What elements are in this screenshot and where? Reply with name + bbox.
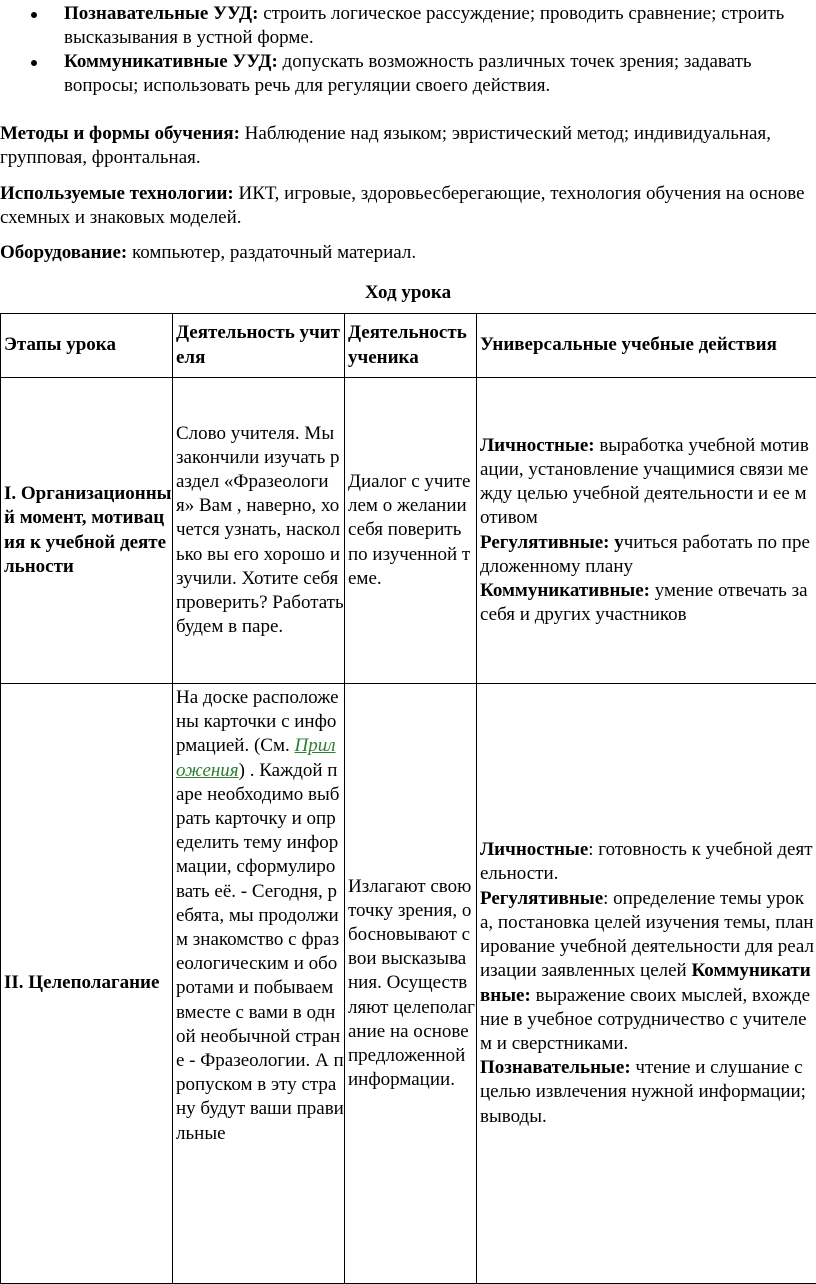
equipment-paragraph: Оборудование: компьютер, раздаточный материал. bbox=[0, 241, 810, 265]
table-row bbox=[1, 378, 816, 684]
header-uud: Универсальные учебные действия bbox=[477, 314, 816, 378]
technologies-paragraph: Используемые технологии: ИКТ, игровые, здоровьесберегающие, технология обучения на основе схемных и знаковых моделей. bbox=[0, 182, 810, 230]
bullet-communicative-uud: Коммуникативные УУД: допускать возможность различных точек зрения; задавать вопросы; использовать речь для регуляции своего действия. bbox=[24, 50, 804, 98]
student-activity-cell: Диалог с учителем о желании себя поверить по изученной теме. bbox=[345, 378, 477, 684]
student-activity-cell: Излагают свою точку зрения, обосновывают свои высказывания. Осуществляют целеполагание на основе предложенной информации. bbox=[345, 684, 477, 1284]
uud-cell: Личностные: готовность к учебной деятельности. Регулятивные: определение темы урока, постановка целей изучения темы, планирование учебной деятельности для реализации заявленных целей Коммуникативные: выражение своих мыслей, вхождение в учебное сотрудничество с учителем и сверстниками. Познавательные: чтение и слушание с целью извлечения нужной информации; выводы. bbox=[477, 684, 816, 1284]
table-header-row bbox=[1, 314, 816, 378]
header-student-activity: Деятельность ученика bbox=[345, 314, 477, 378]
appendix-link[interactable]: Приложения bbox=[176, 735, 336, 780]
stage-cell: II. Целеполагание bbox=[1, 684, 173, 1284]
uud-bullet-list bbox=[24, 2, 804, 98]
teacher-activity-cell: Слово учителя. Мы закончили изучать раздел «Фразеология» Вам , наверно, хочется узнать, насколько вы его хорошо изучили. Хотите себя проверить? Работать будем в паре. bbox=[173, 378, 345, 684]
lesson-table bbox=[0, 313, 816, 1284]
uud-cell: Личностные: выработка учебной мотивации, установление учащимися связи между целью учебной деятельности и ее мотивом Регулятивные: учиться работать по предложенному плану Коммуникативные: умение отвечать за себя и других участников bbox=[477, 378, 816, 684]
methods-paragraph: Методы и формы обучения: Наблюдение над языком; эвристический метод; индивидуальная, групповая, фронтальная. bbox=[0, 122, 810, 170]
header-stages: Этапы урока bbox=[1, 314, 173, 378]
bullet-cognitive-uud: Познавательные УУД: строить логическое рассуждение; проводить сравнение; строить высказывания в устной форме. bbox=[24, 2, 804, 50]
header-teacher-activity: Деятельность учителя bbox=[173, 314, 345, 378]
stage-cell: I. Организационный момент, мотивация к учебной деятельности bbox=[1, 378, 173, 684]
teacher-activity-cell: На доске расположены карточки с информацией. (См. Приложения) . Каждой паре необходимо выбрать карточку и определить тему информации, сформулировать её. - Сегодня, ребята, мы продолжим знакомство с фразеологическим и оборотами и побываем вместе с вами в одной необычной стране - Фразеологии. А пропуском в эту страну будут ваши правильные bbox=[173, 684, 345, 1284]
lesson-heading: Ход урока bbox=[0, 281, 816, 305]
table-row bbox=[1, 684, 816, 1284]
